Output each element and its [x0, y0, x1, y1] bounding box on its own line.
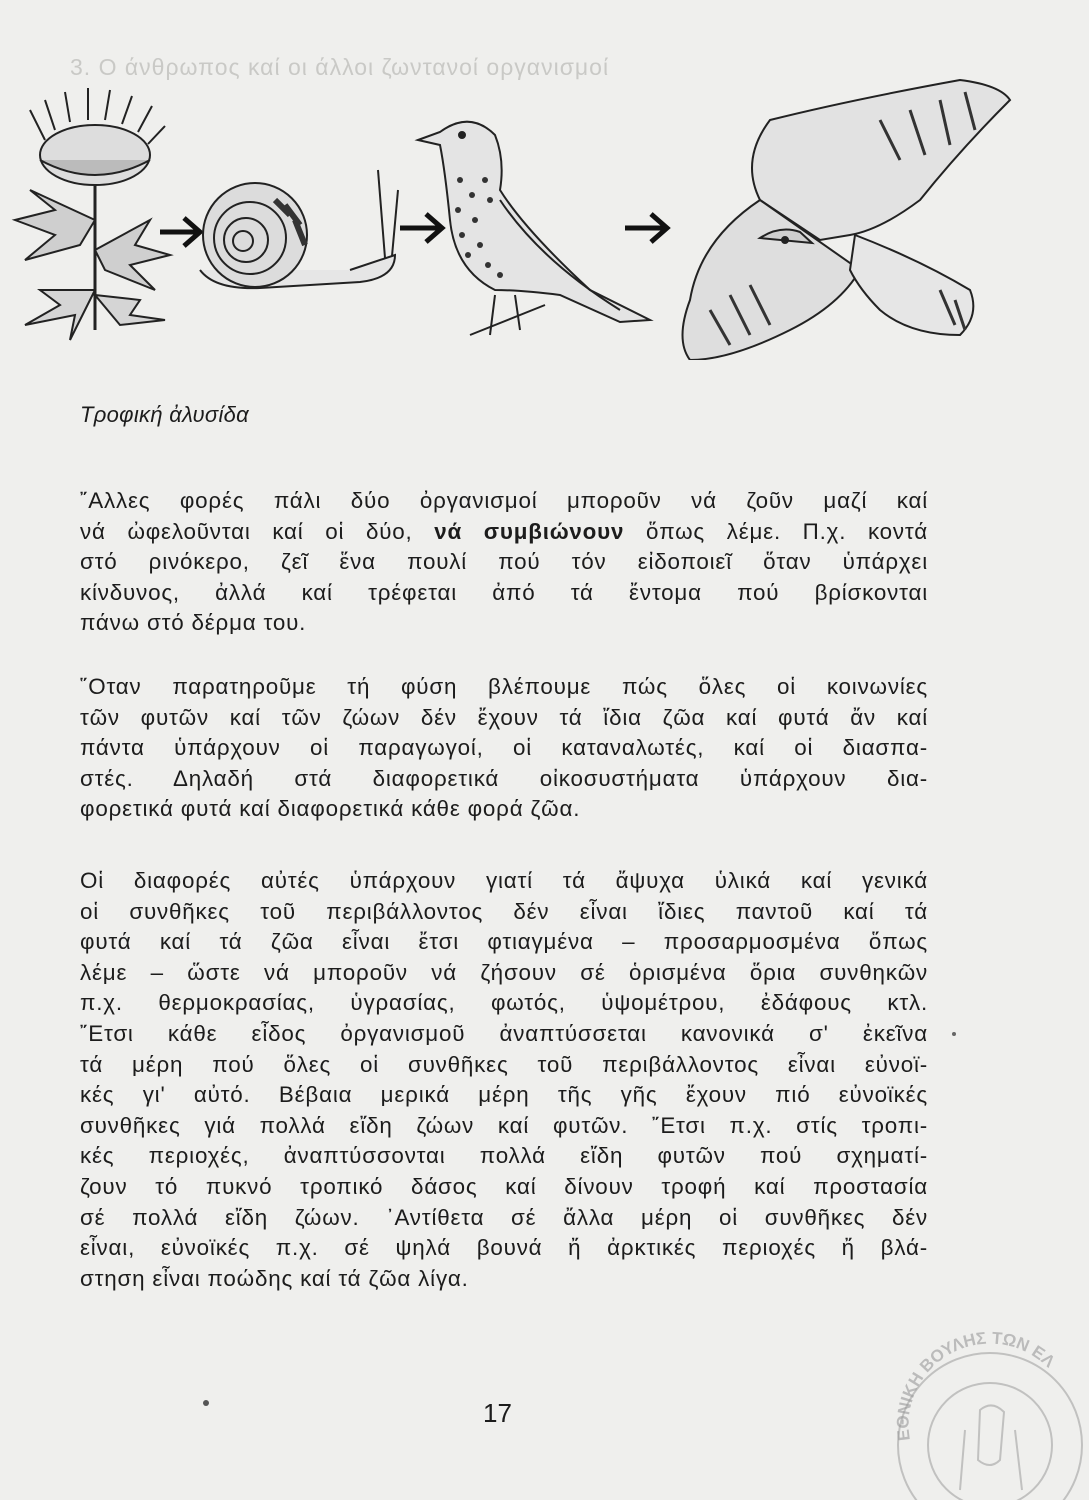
- stamp-lettering: [893, 1330, 1059, 1442]
- stamp-lettering-path: ΕΘΝΙΚΗ ΒΟΥΛΗΣ ΤΩΝ ΕΛ: [893, 1330, 1059, 1442]
- text-line: κές περιοχές, ἀναπτύσσονται πολλά εἴδη φυτῶν πού σχηματί-: [80, 1143, 928, 1169]
- text-line: ῞Οταν παρατηροῦμε τή φύση βλέπουμε πώς ὅλες οἱ κοινωνίες: [80, 674, 928, 699]
- text-fragment: νά ὠφελοῦνται καί οἱ δύο,: [80, 518, 435, 544]
- ghost-bleedthrough-heading: 3. Ο άνθρωπος καί οι άλλοι ζωντανοί οργανισμοί: [70, 54, 610, 80]
- snail-icon: [200, 170, 398, 288]
- text-line: ζουν τό πυκνό τροπικό δάσος καί δίνουν τροφή καί προστασία: [80, 1173, 928, 1199]
- text-line: φορετικά φυτά καί διαφορετικά κάθε φορά ζῶα.: [80, 796, 581, 822]
- arrow-right-icon: [160, 218, 200, 246]
- bold-term: νά συμβιώνουν: [434, 518, 625, 544]
- text-line: στές. Δηλαδή στά διαφορετικά οἰκοσυστήματα ὑπάρχουν δια-: [80, 765, 928, 791]
- food-chain-illustration: [0, 60, 1089, 360]
- library-stamp: [880, 1330, 1089, 1500]
- text-line: συνθῆκες γιά πολλά εἴδη ζώων καί φυτῶν. ῎Ετσι π.χ. στίς τροπι-: [80, 1112, 928, 1138]
- text-line: λέμε – ὥστε νά μποροῦν νά ζήσουν σέ ὁρισμένα ὅρια συνθηκῶν: [80, 959, 928, 985]
- paragraph-symbiosis: [80, 486, 928, 639]
- text-line: εἶναι, εὐνοϊκές π.χ. σέ ψηλά βουνά ἤ ἀρκτικές περιοχές ἤ βλά-: [80, 1235, 928, 1261]
- text-line: τά μέρη πού ὅλες οἱ συνθῆκες τοῦ περιβάλλοντος εἶναι εὐνοϊ-: [80, 1051, 928, 1077]
- text-line: Οἱ διαφορές αὐτές ὑπάρχουν γιατί τά ἄψυχα ὑλικά καί γενικά: [80, 868, 928, 893]
- text-fragment: ὅπως λέμε. Π.χ. κοντά: [624, 518, 928, 544]
- text-line: πάνω στό δέρμα του.: [80, 610, 307, 636]
- text-line: πάντα ὑπάρχουν οἱ παραγωγοί, οἱ καταναλωτές, καί οἱ διασπα-: [80, 735, 928, 761]
- paragraph-conditions: [80, 866, 928, 1294]
- page-number: 17: [483, 1398, 512, 1428]
- text-line: στηση εἶναι ποώδης καί τά ζῶα λίγα.: [80, 1265, 469, 1291]
- text-line: στό ρινόκερο, ζεῖ ἕνα πουλί πού τόν εἰδοποιεῖ ὅταν ὑπάρχει: [80, 549, 928, 575]
- hawk-icon: [683, 80, 1011, 360]
- arrow-right-icon: [400, 214, 442, 242]
- text-line: οἱ συνθῆκες τοῦ περιβάλλοντος δέν εἶναι ἴδιες παντοῦ καί τά: [80, 898, 928, 924]
- text-line: κές γι' αὐτό. Βέβαια μερικά μέρη τῆς γῆς ἔχουν πιό εὐνοϊκές: [80, 1082, 928, 1108]
- text-line: ῎Αλλες φορές πάλι δύο ὀργανισμοί μποροῦν νά ζοῦν μαζί καί: [80, 488, 928, 513]
- print-speck: [952, 1032, 956, 1036]
- print-speck: [203, 1400, 209, 1406]
- arrow-right-icon: [625, 214, 667, 242]
- text-line: σέ πολλά εἴδη ζώων. ᾿Αντίθετα σέ ἄλλα μέρη οἱ συνθῆκες δέν: [80, 1204, 928, 1230]
- paragraph-ecosystems: [80, 672, 928, 825]
- text-line: ῎Ετσι κάθε εἶδος ὀργανισμοῦ ἀναπτύσσεται κανονικά σ' ἐκεῖνα: [80, 1020, 928, 1046]
- text-line: τῶν φυτῶν καί τῶν ζώων δέν ἔχουν τά ἴδια ζῶα καί φυτά ἄν καί: [80, 704, 928, 730]
- text-line: π.χ. θερμοκρασίας, ὑγρασίας, φωτός, ὑψομέτρου, ἐδάφους κτλ.: [80, 990, 928, 1016]
- text-line: [80, 517, 928, 548]
- text-line: κίνδυνος, ἀλλά καί τρέφεται ἀπό τά ἔντομα πού βρίσκονται: [80, 579, 928, 605]
- text-line: φυτά καί τά ζῶα εἶναι ἔτσι φτιαγμένα – προσαρμοσμένα ὅπως: [80, 929, 928, 955]
- thistle-icon: [15, 88, 170, 340]
- figure-caption: Τροφική ἀλυσίδα: [80, 402, 250, 427]
- thrush-icon: [418, 122, 650, 335]
